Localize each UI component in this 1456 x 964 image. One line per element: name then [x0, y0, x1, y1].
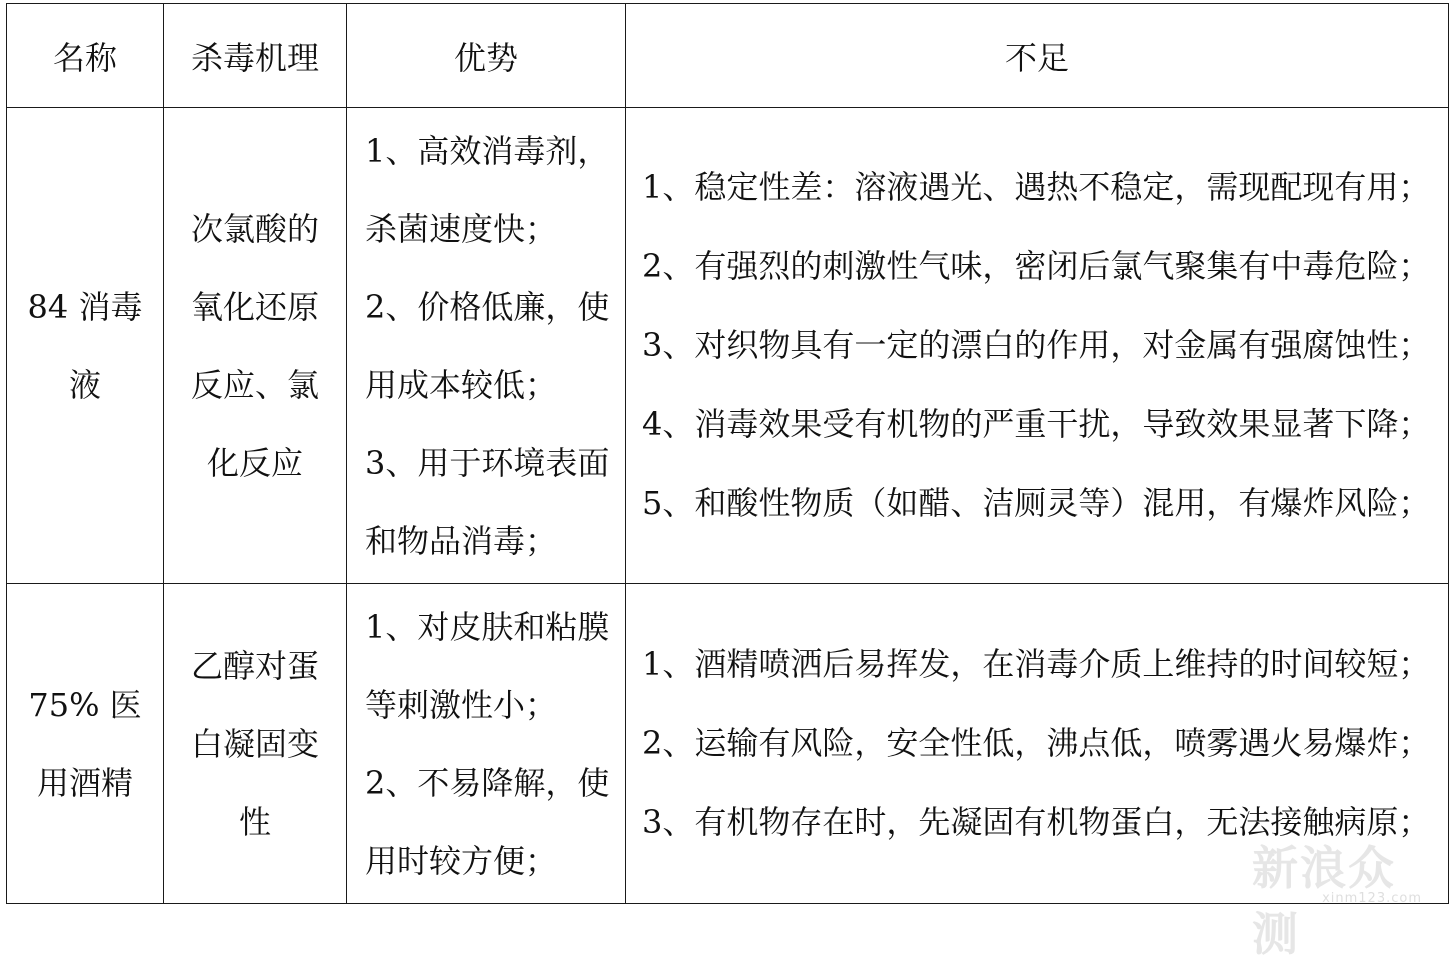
table-row-75-alcohol [7, 584, 1449, 904]
disinfectant-comparison-table [6, 3, 1449, 904]
advantage-line: 3、用于环境表面 [365, 443, 610, 482]
disadvantage-line: 5、和酸性物质（如醋、洁厕灵等）混用，有爆炸风险； [642, 484, 1431, 522]
mechanism-line: 氧化还原 [190, 287, 319, 326]
watermark-logo: 新浪众测 [1252, 841, 1396, 961]
disadvantage-line: 2、有强烈的刺激性气味，密闭后氯气聚集有中毒危险； [642, 247, 1431, 285]
advantage-line: 1、对皮肤和粘膜 [365, 607, 610, 646]
name-line: 用酒精 [36, 763, 133, 802]
advantage-line: 用时较方便； [365, 841, 558, 880]
mechanism-line: 反应、氯 [190, 365, 319, 404]
mechanism-line: 白凝固变 [190, 724, 319, 763]
cell-mechanism [164, 108, 347, 584]
cell-name [7, 108, 164, 584]
mechanism-line: 性 [238, 802, 271, 841]
cell-name [7, 584, 164, 904]
disadvantage-line: 2、运输有风险，安全性低，沸点低，喷雾遇火易爆炸； [642, 724, 1431, 762]
header-mechanism: 杀毒机理 [164, 4, 347, 108]
header-disadvantages: 不足 [626, 4, 1449, 108]
mechanism-line: 次氯酸的 [190, 209, 319, 248]
cell-advantages [347, 584, 626, 904]
advantage-line: 用成本较低； [365, 365, 558, 404]
advantage-line: 和物品消毒； [365, 521, 558, 560]
header-advantages: 优势 [347, 4, 626, 108]
disadvantage-line: 3、有机物存在时，先凝固有机物蛋白，无法接触病原； [642, 803, 1431, 841]
disadvantage-line: 3、对织物具有一定的漂白的作用，对金属有强腐蚀性； [642, 326, 1431, 364]
disadvantage-line: 4、消毒效果受有机物的严重干扰，导致效果显著下降； [642, 405, 1431, 443]
disadvantage-line: 1、稳定性差：溶液遇光、遇热不稳定，需现配现有用； [642, 168, 1431, 206]
advantage-line: 杀菌速度快； [365, 209, 558, 248]
header-name: 名称 [7, 4, 164, 108]
cell-disadvantages [626, 108, 1449, 584]
advantage-line: 等刺激性小； [365, 685, 558, 724]
mechanism-line: 化反应 [206, 443, 303, 482]
cell-disadvantages [626, 584, 1449, 904]
disadvantage-line: 1、酒精喷洒后易挥发，在消毒介质上维持的时间较短； [642, 645, 1431, 683]
header-row [7, 4, 1449, 108]
name-line: 液 [68, 365, 101, 404]
name-line: 75% 医 [28, 685, 142, 724]
mechanism-line: 乙醇对蛋 [190, 646, 319, 685]
advantage-line: 2、价格低廉，使 [365, 287, 610, 326]
table-row-84-disinfectant [7, 108, 1449, 584]
watermark-url: xinm123.com [1322, 891, 1422, 906]
cell-advantages [347, 108, 626, 584]
advantage-line: 1、高效消毒剂， [365, 131, 610, 170]
cell-mechanism [164, 584, 347, 904]
name-line: 84 消毒 [27, 287, 143, 326]
advantage-line: 2、不易降解，使 [365, 763, 610, 802]
